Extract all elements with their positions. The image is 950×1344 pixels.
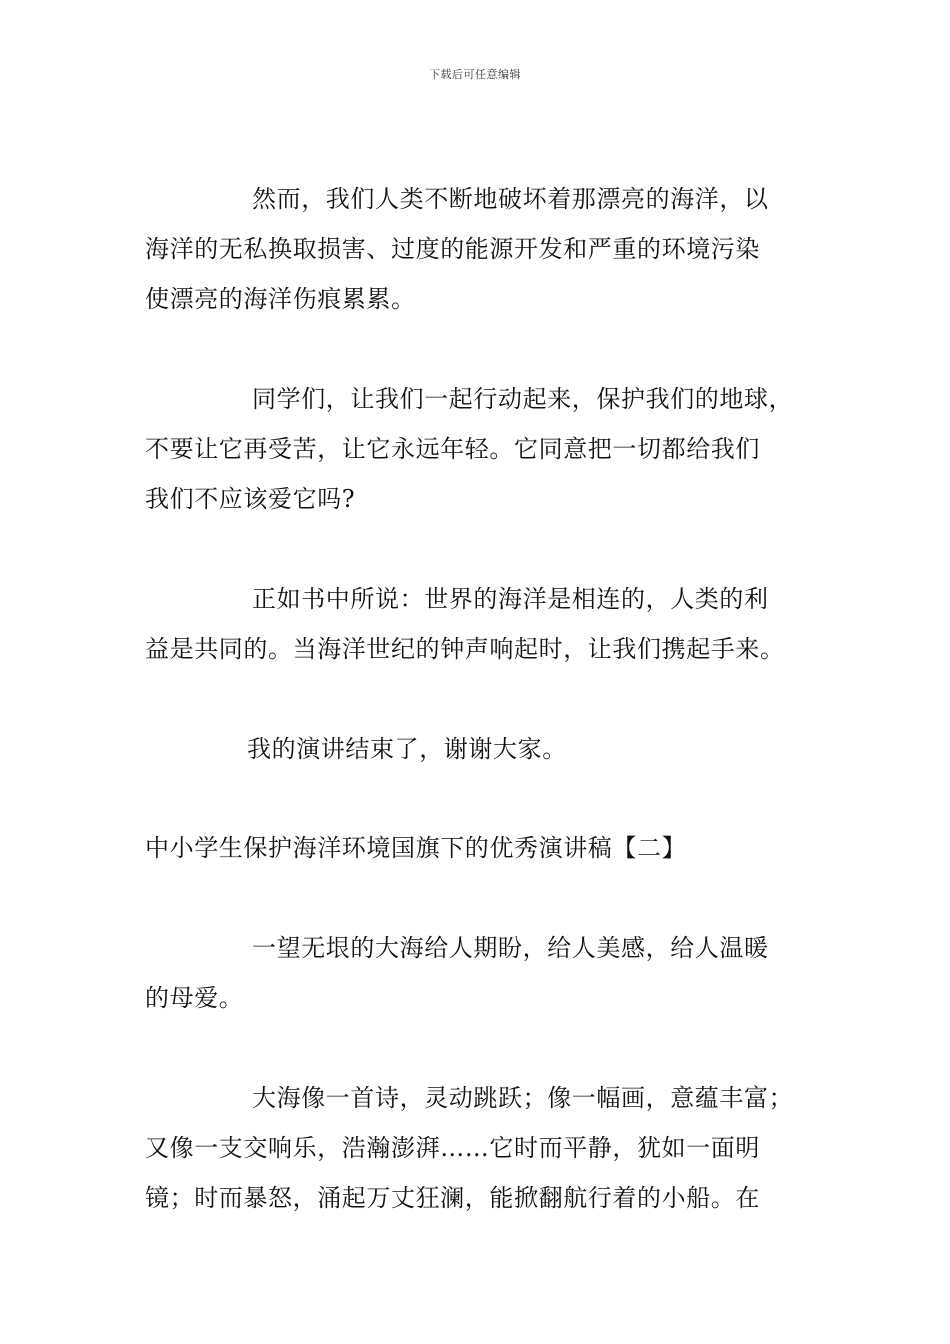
section-title: 中小学生保护海洋环境国旗下的优秀演讲稿【二】 <box>145 834 687 862</box>
paragraph-7-line-1: 大海像一首诗，灵动跳跃；像一幅画，意蕴丰富； <box>252 1084 794 1112</box>
paragraph-4-line-1: 我的演讲结束了，谢谢大家。 <box>247 735 567 763</box>
paragraph-1-line-3: 使漂亮的海洋伤痕累累。 <box>145 285 416 313</box>
paragraph-6-line-1: 一望无垠的大海给人期盼，给人美感，给人温暖 <box>252 934 769 962</box>
paragraph-3-line-2: 益是共同的。当海洋世纪的钟声响起时，让我们携起手来。 <box>145 635 785 663</box>
paragraph-2-line-1: 同学们，让我们一起行动起来，保护我们的地球， <box>252 385 794 413</box>
paragraph-3-line-1: 正如书中所说：世界的海洋是相连的，人类的利 <box>252 585 769 613</box>
paragraph-7-line-2: 又像一支交响乐，浩瀚澎湃……它时而平静，犹如一面明 <box>145 1134 760 1162</box>
paragraph-1-line-1: 然而，我们人类不断地破坏着那漂亮的海洋，以 <box>252 185 769 213</box>
paragraph-2-line-2: 不要让它再受苦，让它永远年轻。它同意把一切都给我们 <box>145 435 760 463</box>
paragraph-7-line-3: 镜；时而暴怒，涌起万丈狂澜，能掀翻航行着的小船。在 <box>145 1184 760 1212</box>
paragraph-1-line-2: 海洋的无私换取损害、过度的能源开发和严重的环境污染 <box>145 235 760 263</box>
page-header: 下载后可任意编辑 <box>429 68 521 81</box>
paragraph-6-line-2: 的母爱。 <box>145 984 244 1012</box>
paragraph-2-line-3: 我们不应该爱它吗? <box>145 485 356 513</box>
